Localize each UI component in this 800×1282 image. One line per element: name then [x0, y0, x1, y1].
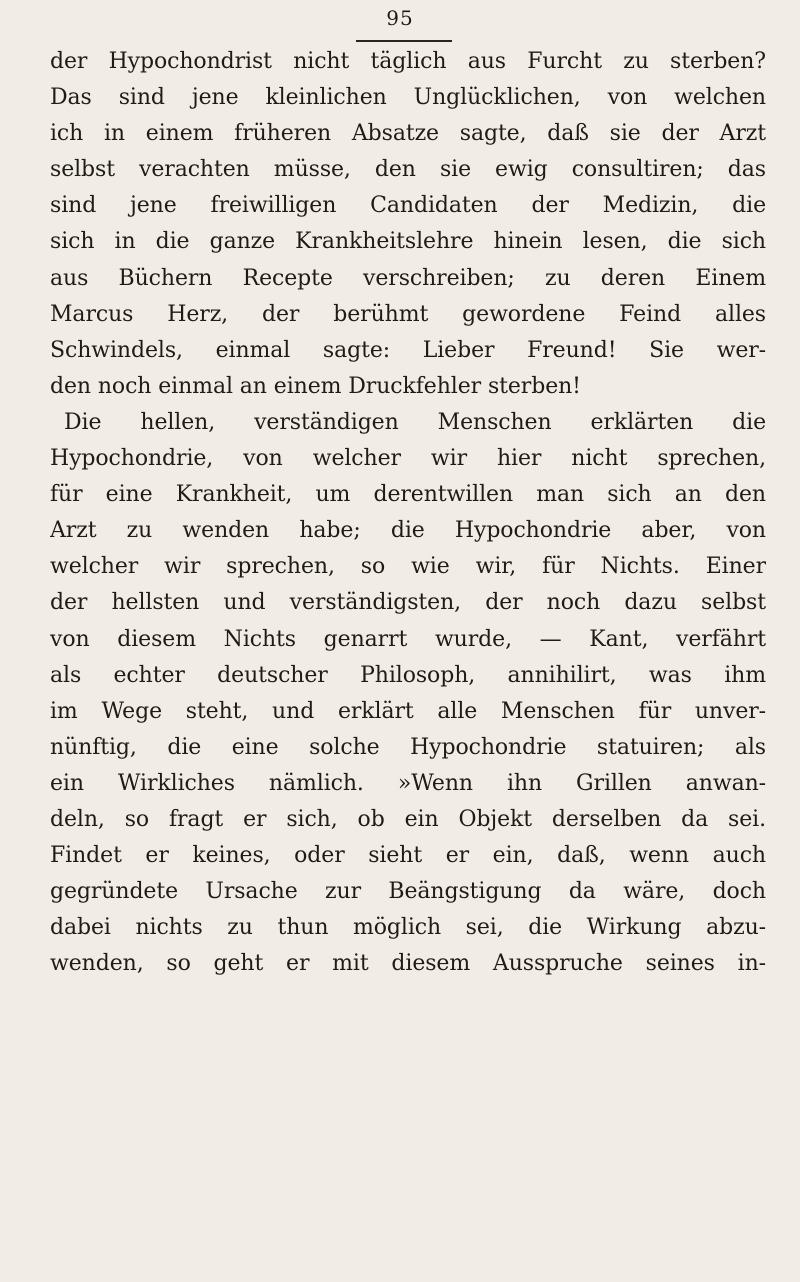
- text-line: sind jene freiwilligen Candidaten der Medizin, die: [50, 193, 766, 219]
- text-line: nünftig, die eine solche Hypochondrie statuiren; als: [50, 734, 766, 760]
- text-line: sich in die ganze Krankheitslehre hinein lesen, die sich: [50, 229, 766, 255]
- text-line: Schwindels, einmal sagte: Lieber Freund! Sie wer-: [50, 337, 766, 363]
- text-line: dabei nichts zu thun möglich sei, die Wirkung abzu-: [50, 915, 766, 941]
- page-number: 95: [386, 6, 414, 30]
- text-line: Das sind jene kleinlichen Unglücklichen, von welchen: [50, 85, 766, 111]
- text-line: im Wege steht, und erklärt alle Menschen für unver-: [50, 698, 766, 724]
- text-line: wenden, so geht er mit diesem Ausspruche seines in-: [50, 951, 766, 977]
- paragraph-start-line: Die hellen, verständigen Menschen erklärten die: [64, 409, 766, 435]
- text-line: gegründete Ursache zur Beängstigung da wäre, doch: [50, 879, 766, 905]
- text-line: als echter deutscher Philosoph, annihilirt, was ihm: [50, 662, 766, 688]
- text-line: Arzt zu wenden habe; die Hypochondrie aber, von: [50, 518, 766, 544]
- text-line: deln, so fragt er sich, ob ein Objekt derselben da sei.: [50, 806, 766, 832]
- text-line: Findet er keines, oder sieht er ein, daß, wenn auch: [50, 843, 766, 869]
- text-line: für eine Krankheit, um derentwillen man sich an den: [50, 482, 766, 508]
- text-line: ich in einem früheren Absatze sagte, daß sie der Arzt: [50, 121, 766, 147]
- text-line: von diesem Nichts genarrt wurde, — Kant, verfährt: [50, 626, 766, 652]
- text-line: Marcus Herz, der berühmt gewordene Feind alles: [50, 301, 766, 327]
- text-line: ein Wirkliches nämlich. »Wenn ihn Grillen anwan-: [50, 770, 766, 796]
- text-line: der hellsten und verständigsten, der noch dazu selbst: [50, 590, 766, 616]
- body-text: [50, 44, 766, 982]
- text-line: den noch einmal an einem Druckfehler sterben!: [50, 373, 581, 399]
- text-line: der Hypochondrist nicht täglich aus Furcht zu sterben?: [50, 49, 766, 74]
- text-line: Hypochondrie, von welcher wir hier nicht sprechen,: [50, 446, 766, 472]
- text-line: selbst verachten müsse, den sie ewig consultiren; das: [50, 157, 766, 183]
- page-number-rule: [356, 40, 452, 42]
- text-line: aus Büchern Recepte verschreiben; zu deren Einem: [50, 265, 766, 291]
- text-line: welcher wir sprechen, so wie wir, für Nichts. Einer: [50, 554, 766, 580]
